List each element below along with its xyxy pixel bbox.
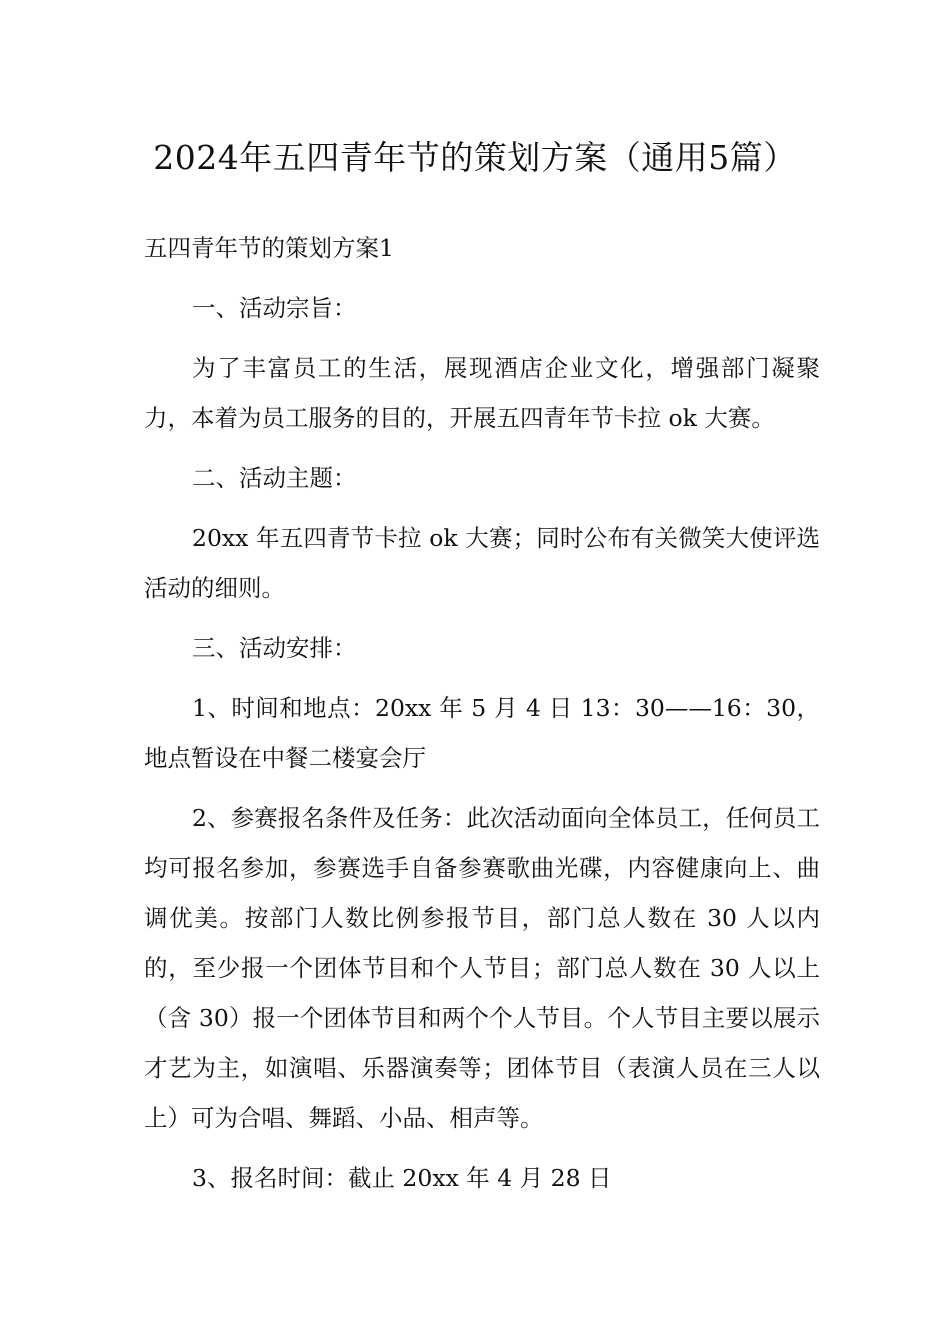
paragraph-purpose: 为了丰富员工的生活，展现酒店企业文化，增强部门凝聚力，本着为员工服务的目的，开展五四青年节卡拉 ok 大赛。 <box>144 354 820 432</box>
section-heading: 五四青年节的策划方案1 <box>144 234 394 262</box>
subheading-purpose: 一、活动宗旨： <box>192 294 357 322</box>
paragraph-registration-time: 3、报名时间：截止 20xx 年 4 月 28 日 <box>192 1164 612 1192</box>
paragraph-time-location: 1、时间和地点：20xx 年 5 月 4 日 13：30——16：30，地点暂设在中餐二楼宴会厅 <box>144 694 820 772</box>
paragraph-registration-conditions: 2、参赛报名条件及任务：此次活动面向全体员工，任何员工均可报名参加，参赛选手自备参赛歌曲光碟，内容健康向上、曲调优美。按部门人数比例参报节目，部门总人数在 30 人以内的，至少报一个团体节目和个人节目；部门总人数在 30 人以上（含 30）报一个团体节目和两个个人节目。个人节目主要以展示才艺为主，如演唱、乐器演奏等；团体节目（表演人员在三人以上）可为合唱、舞蹈、小品、相声等。 <box>144 804 820 1132</box>
document-body <box>144 223 820 1203</box>
subheading-arrangement: 三、活动安排： <box>192 634 357 662</box>
subheading-theme: 二、活动主题： <box>192 464 357 492</box>
paragraph-theme: 20xx 年五四青节卡拉 ok 大赛；同时公布有关微笑大使评选活动的细则。 <box>144 524 820 602</box>
document-title: 2024年五四青年节的策划方案（通用5篇） <box>153 138 797 177</box>
